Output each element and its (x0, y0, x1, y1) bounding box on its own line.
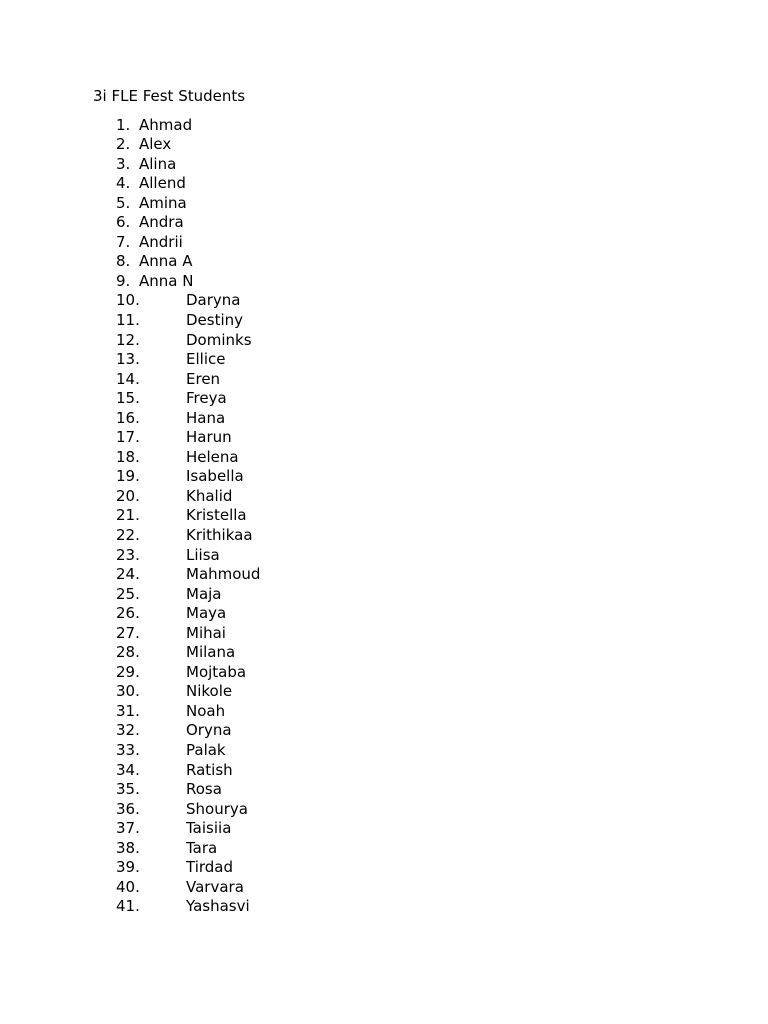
list-item-number: 8. (116, 252, 131, 271)
list-item-name: Ratish (186, 760, 233, 779)
list-item (0, 741, 768, 761)
list-item-number: 18. (116, 447, 140, 466)
list-item (0, 487, 768, 507)
list-item (0, 858, 768, 878)
list-item (0, 780, 768, 800)
list-item-number: 14. (116, 369, 140, 388)
list-item (0, 721, 768, 741)
list-item-number: 21. (116, 506, 140, 525)
list-item-name: Mihai (186, 623, 226, 642)
list-item-number: 35. (116, 780, 140, 799)
list-item (0, 194, 768, 214)
list-item-name: Anna N (139, 271, 194, 290)
list-item-name: Liisa (186, 545, 220, 564)
list-item-number: 26. (116, 604, 140, 623)
list-item-name: Mahmoud (186, 565, 261, 584)
list-item-name: Tirdad (186, 858, 234, 877)
list-item-number: 3. (116, 154, 131, 173)
list-item-name: Maja (186, 584, 222, 603)
list-item-number: 25. (116, 584, 140, 603)
list-item (0, 624, 768, 644)
list-item (0, 116, 768, 136)
list-item-name: Alina (139, 154, 177, 173)
list-item (0, 506, 768, 526)
list-item-name: Amina (139, 193, 187, 212)
list-item-name: Khalid (186, 486, 233, 505)
list-item-number: 11. (116, 310, 140, 329)
list-item-name: Maya (186, 604, 227, 623)
list-item-number: 20. (116, 486, 140, 505)
list-item-name: Anna A (139, 252, 193, 271)
list-item-name: Nikole (186, 682, 233, 701)
list-item-number: 39. (116, 858, 140, 877)
list-item (0, 291, 768, 311)
list-item-name: Andra (139, 213, 184, 232)
list-item (0, 643, 768, 663)
list-item-number: 30. (116, 682, 140, 701)
list-item-name: Varvara (186, 877, 244, 896)
list-item-name: Ahmad (139, 115, 193, 134)
list-item-name: Shourya (186, 799, 248, 818)
list-item (0, 350, 768, 370)
list-item (0, 604, 768, 624)
list-item-name: Isabella (186, 467, 244, 486)
list-item-number: 34. (116, 760, 140, 779)
list-item-name: Kristella (186, 506, 247, 525)
list-item-name: Ellice (186, 350, 226, 369)
list-item-number: 31. (116, 701, 140, 720)
list-item-name: Tara (186, 838, 218, 857)
list-item-name: Harun (186, 428, 232, 447)
list-item-name: Krithikaa (186, 525, 253, 544)
list-item (0, 213, 768, 233)
list-item-number: 2. (116, 135, 131, 154)
list-item (0, 761, 768, 781)
list-item-number: 37. (116, 819, 140, 838)
list-item-number: 38. (116, 838, 140, 857)
list-item-number: 1. (116, 115, 131, 134)
list-item-name: Milana (186, 643, 236, 662)
list-item-number: 10. (116, 291, 140, 310)
list-item-name: Taisiia (186, 819, 232, 838)
list-item-number: 27. (116, 623, 140, 642)
list-item-number: 6. (116, 213, 131, 232)
list-item-number: 36. (116, 799, 140, 818)
list-item-number: 29. (116, 662, 140, 681)
list-item-name: Dominks (186, 330, 252, 349)
list-item (0, 331, 768, 351)
list-item-number: 16. (116, 408, 140, 427)
list-item (0, 663, 768, 683)
list-item-number: 19. (116, 467, 140, 486)
list-item-name: Destiny (186, 310, 244, 329)
list-item-number: 24. (116, 565, 140, 584)
list-item (0, 311, 768, 331)
list-item-name: Rosa (186, 780, 222, 799)
list-item (0, 819, 768, 839)
list-item-number: 28. (116, 643, 140, 662)
list-item-number: 4. (116, 174, 131, 193)
list-item-number: 23. (116, 545, 140, 564)
list-item (0, 428, 768, 448)
list-item-name: Mojtaba (186, 662, 247, 681)
list-item (0, 174, 768, 194)
list-item-number: 15. (116, 389, 140, 408)
list-item (0, 526, 768, 546)
list-item (0, 389, 768, 409)
list-item-name: Allend (139, 174, 186, 193)
list-item (0, 272, 768, 292)
list-item (0, 233, 768, 253)
list-item (0, 897, 768, 917)
list-item (0, 546, 768, 566)
list-item-number: 22. (116, 525, 140, 544)
list-item-name: Noah (186, 701, 226, 720)
list-item-name: Andrii (139, 232, 183, 251)
list-item-number: 9. (116, 271, 131, 290)
list-item-number: 41. (116, 897, 140, 916)
list-item-name: Yashasvi (186, 897, 250, 916)
list-item (0, 702, 768, 722)
list-item-name: Eren (186, 369, 221, 388)
list-item-number: 13. (116, 350, 140, 369)
list-item (0, 585, 768, 605)
list-item-name: Hana (186, 408, 226, 427)
list-item (0, 565, 768, 585)
list-item-number: 17. (116, 428, 140, 447)
list-item-name: Helena (186, 447, 239, 466)
list-item (0, 409, 768, 429)
list-item (0, 682, 768, 702)
list-item-number: 32. (116, 721, 140, 740)
list-item-number: 33. (116, 741, 140, 759)
list-item-name: Freya (186, 389, 227, 408)
list-item-number: 40. (116, 877, 140, 896)
list-item (0, 448, 768, 468)
list-item (0, 135, 768, 155)
list-item (0, 155, 768, 175)
list-item (0, 839, 768, 859)
list-item-name: Alex (139, 135, 172, 154)
document-title: 3i FLE Fest Students (93, 87, 246, 105)
list-item (0, 800, 768, 820)
student-list (0, 116, 768, 917)
list-item-number: 12. (116, 330, 140, 349)
list-item (0, 370, 768, 390)
list-item-name: Palak (186, 741, 226, 759)
list-item-number: 5. (116, 193, 131, 212)
list-item-name: Oryna (186, 721, 232, 740)
list-item (0, 467, 768, 487)
list-item (0, 878, 768, 898)
list-item-name: Daryna (186, 291, 241, 310)
list-item-number: 7. (116, 232, 131, 251)
list-item (0, 252, 768, 272)
